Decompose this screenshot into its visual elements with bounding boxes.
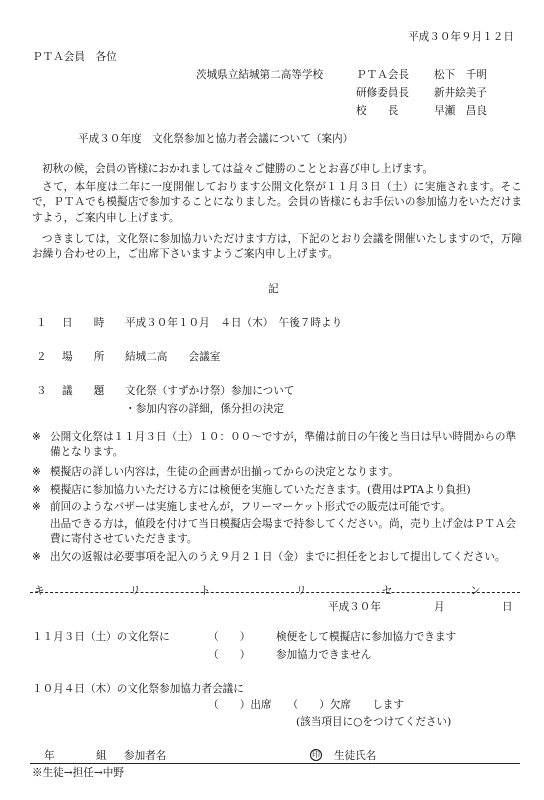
note-text: 模擬店に参加協力いただける方には検便を実施していただきます。(費用はPTAより負担) bbox=[50, 484, 471, 496]
sender-school: 茨城県立結城第二高等学校 bbox=[196, 69, 324, 81]
item-label: 日 時 bbox=[62, 317, 105, 329]
reply-q1-label: １１月３日（土）の文化祭に bbox=[32, 631, 170, 643]
document-subject: 平成３０年度 文化祭参加と協力者会議について（案内） bbox=[78, 133, 354, 145]
note-text: 出品できる方は，値段を付けて当日模擬店会場まで持参してください。尚，売り上げ金はＰＴＡ会費に寄付させていただきます。 bbox=[50, 518, 517, 546]
sender-role-title: ＰＴＡ会長 bbox=[356, 69, 409, 81]
sender-role-name: 新井絵美子 bbox=[434, 87, 487, 99]
note-mark: ※ bbox=[32, 431, 41, 443]
reply-q1-option-text: 検便をして模擬店に参加協力できます bbox=[276, 631, 457, 643]
item-number: １ bbox=[36, 317, 47, 329]
reply-date-month: 月 bbox=[434, 601, 445, 613]
reply-date-year: 平成３０年 bbox=[328, 601, 381, 613]
item-label: 議 題 bbox=[62, 385, 105, 397]
item-value: 平成３０年１０月 ４日（木） 午後７時より bbox=[125, 317, 343, 329]
body-paragraph: さて，本年度は二年に一度開催しております公開文化祭が１１月３日（土）に実施されます。そこで，ＰＴＡでも模擬店で参加することになりました。会員の皆様にもお手伝いの参加協力をいただけますよう，ご案内申し上げます。 bbox=[32, 181, 522, 224]
body-paragraph: つきましては，文化祭に参加協力いただけます方は，下記のとおり会議を開催いたしますので，万障お繰り合わせの上，ご出席下さいますようご案内申し上げます。 bbox=[32, 233, 522, 261]
signature-underline bbox=[30, 763, 520, 764]
cut-label: リ bbox=[130, 585, 141, 597]
item-value: 文化祭（すずかけ祭）参加について bbox=[125, 385, 295, 397]
recipient: ＰＴＡ会員 各位 bbox=[32, 51, 117, 63]
note-mark: ※ bbox=[32, 484, 41, 496]
reply-q1-option-text: 参加協力できません bbox=[276, 649, 372, 661]
note-mark: ※ bbox=[32, 501, 41, 513]
cut-label: リ bbox=[296, 585, 307, 597]
note bbox=[32, 500, 526, 516]
cut-label: ト bbox=[200, 585, 211, 597]
cut-line bbox=[30, 592, 520, 593]
body-paragraph: 初秋の候，会員の皆様におかれましては益々ご健勝のこととお喜び申し上げます。 bbox=[42, 163, 434, 175]
ki-heading: 記 bbox=[268, 283, 279, 295]
item-value: 結城二高 会議室 bbox=[125, 351, 221, 363]
item-label: 場 所 bbox=[62, 351, 105, 363]
sign-kumi: 組 bbox=[96, 750, 107, 762]
item-number: ３ bbox=[36, 385, 47, 397]
cut-label: キ bbox=[34, 585, 45, 597]
note-text: 出欠の返報は必要事項を記入のうえ９月２１日（金）までに担任をとおして提出してください。 bbox=[50, 551, 506, 563]
reply-q1-checkbox[interactable]: （ ） bbox=[208, 631, 251, 643]
sender-role-name: 早瀬 昌良 bbox=[434, 105, 487, 117]
reply-date-day: 日 bbox=[502, 601, 513, 613]
note bbox=[32, 483, 526, 499]
cut-label: セ bbox=[382, 585, 393, 597]
sender-role-name: 松下 千明 bbox=[434, 69, 487, 81]
note bbox=[32, 465, 526, 481]
note-mark: ※ bbox=[32, 551, 41, 563]
sender-role-title: 研修委員長 bbox=[356, 87, 409, 99]
cut-label: ン bbox=[470, 585, 481, 597]
note-text: 模擬店の詳しい内容は，生徒の企画書が出揃ってからの決定となります。 bbox=[50, 466, 399, 478]
sign-student: 生徒氏名 bbox=[334, 750, 377, 762]
note bbox=[32, 430, 526, 462]
routing-note: ※生徒→担任→中野 bbox=[32, 767, 124, 779]
note bbox=[32, 517, 526, 549]
reply-q1-checkbox[interactable]: （ ） bbox=[208, 649, 251, 661]
reply-q2-options[interactable]: （ ）出席 （ ）欠席 します bbox=[208, 699, 404, 711]
item-number: ２ bbox=[36, 351, 47, 363]
note bbox=[32, 550, 526, 582]
item-subvalue: ・参加内容の詳細，係分担の決定 bbox=[125, 403, 284, 415]
note-text: 前回のようなバザーは実施しませんが，フリーマーケット形式での販売は可能です。 bbox=[50, 501, 451, 513]
sign-nen: 年 bbox=[44, 750, 55, 762]
sender-role-title: 校 長 bbox=[356, 105, 399, 117]
document-date: 平成３０年９月１２日 bbox=[408, 31, 514, 43]
sign-participant: 参加者名 bbox=[124, 750, 167, 762]
reply-q2-hint: (該当項目に○をつけてください) bbox=[296, 716, 452, 728]
note-mark: ※ bbox=[32, 466, 41, 478]
reply-q2-label: １０月４日（木）の文化祭参加協力者会議に bbox=[32, 683, 244, 695]
note-text: 公開文化祭は１１月３日（土）１０：００～ですが，準備は前日の午後と当日は早い時間からの準備となります。 bbox=[50, 431, 517, 459]
seal-icon: 印 bbox=[312, 750, 320, 759]
